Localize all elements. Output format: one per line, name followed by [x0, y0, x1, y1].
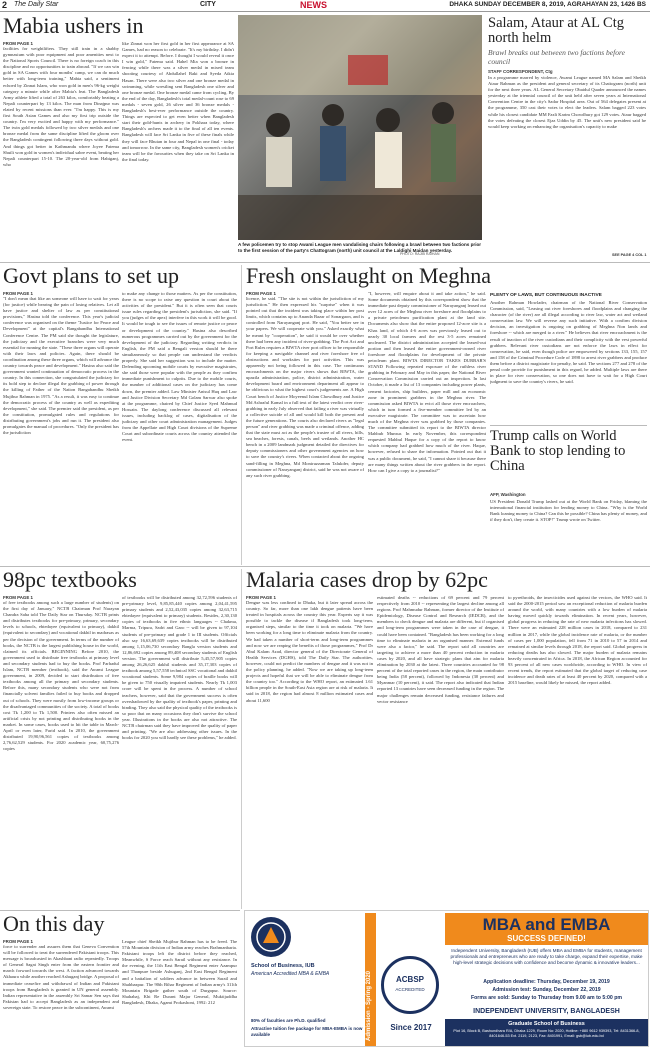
textbooks-col2-text: of textbooks will be distributed among 32,72,596 students of pre-primary level, 9,85,85,440 copies among 2,04,41,595 primary students and 2,52,43,035 copies among 32,63,715 ebtedayee (equivalent to primary) students. Besides, 2,30,130 copies of textbooks in five ethnic languages -- Chakma, Marma, Tripura, Sadri and Garo -- will be given to 97,104 students of pre-primary and grade 1 to III students. Officials also say 16,63,69,639 copies textbooks will be distributed among 1,15,06,730 secondary Bangla version students and 12,86,692 copies among 89,408 secondary students of English version. The government will distribute 5,45,57,905 copies among 26,26,625 dakhil students and 35,17,303 copies of textbook among 5,57,558 technical SSC vocational and dakhil vocational students. Some 9,984 copies of braille books will be given to 750 visually impaired students. Nearly Tk 1,003 crore will be spent in the process. A number of school teachers, however, said that the government success is often overshadowed by the quality of textbook's paper, printing and binding. They also said the physical quality of the textbooks is so poor that on many occasions they don't survive the school year. Illustrations in the books are also not attractive. The NCTB chairman said they have improved the quality of paper and printing. "We are also addressing other issues. In the books for 2020 you will hardly see these problems," he added. — [122, 595, 237, 741]
photo-caption: A few policemen try to stop Awami League men vandalising chairs following a brawl between two factions prior to the first session of the party's Chattogram (north) unit council at the Laldighi Maidan yesterday. — [238, 242, 482, 253]
ad-left-panel — [247, 913, 365, 1046]
meghna-col2-text: "I, however, will enquire about it and take action," he said. Some documents obtained by this correspondent show that the immediate past deputy commissioner of Narayanganj leased out over 12 acres of the Meghna river foreshore and floodplains to a private petroleum purification plant at the land site. Documents also show that the entire proposed 12-acre site is a Khas land, of which 4-6 acres was previously leased out to nearly 30 local farmers and the rest 3-5 acres remained uncleared. The district administration accepted the leased-out portion and then leased the entire government-owned river foreshore and floodplains for development of the private petroleum plant. BIWTA DIRECTOR TAKES DURBAR'S STAND Following repeated exposure of the ruthless river grabbing in February and May in this paper, the National River Conservation Commission carried out an inspection. In last October, it made a list of 13 companies including power plants, cement factories, ship builders, paper mill and an economic zone in prominent grabbers in the Meghna river. The commission asked BIWTA to evict all those river encroachers, which in turn formed a five-member committee led by an executive magistrate. The committee was to ascertain how much of the Meghna river was grabbed by those companies. The committee submitted its report to the BIWTA director Mahbub Munsur. In early November, this correspondent requested Mahbul Haque for a copy of the report to know which company had grabbed how much of the river. Haque, however, refused to share the information. Pointed out that it was a public document, he said, "I cannot share it because there are many things written about the river grabbers in the report. How can I give a copy to a journalist?" — [368, 291, 486, 473]
textbooks-headline: 98pc textbooks — [3, 567, 137, 592]
govt-col2 — [122, 291, 237, 563]
meghna-headline: Fresh onslaught on Meghna — [246, 263, 492, 288]
salam-deck: Brawl breaks out between two factions before council — [488, 48, 625, 66]
govt-col1 — [3, 291, 119, 563]
textbooks-byline: FROM PAGE 1 — [3, 595, 33, 600]
divider-trump — [490, 425, 647, 426]
salam-headline: Salam, Ataur at AL Ctg north helm — [488, 15, 624, 46]
ad-bullet-1: 80% of faculties are Ph.D. qualified — [251, 1018, 326, 1023]
ad-vertical-banner — [365, 913, 376, 1046]
ad-deadline: Application deadline: Thursday, December 19, 2019 — [483, 979, 610, 985]
news-photo — [238, 15, 482, 240]
meghna-byline: FROM PAGE 1 — [246, 291, 276, 296]
textbooks-col1-text: of free textbooks among such a large number of students) on the first day of January," NCTB Chairman Prof Narayan Chandra Saha told The Daily Star on Thursday. NCTB prints and distributes textbooks for pre-primary, primary, secondary levels to schools, ebtedayee (equivalent to primary), dakhil (equivalent to secondary) and vocational dakhil in madrasas as per the decision of the government. In terms of the number of books, the NCTB is the largest publishing house in the world, claimed its officials. BEGINNING Before 2010, the government used to distribute free textbooks at primary level and secondary students had to buy the books. Prof Farhadul Islam, NCTB member (textbook), said the Awami League government, in 2009, decided to start distribution of free textbooks among all the primary and secondary students. Before this, many secondary students who were not from financially solvent families failed to buy books and dropped out of schools. They were mostly from low-income groups or the disadvantaged communities of the society. A total of books cost Tk 1,200 to Tk 1,500. Printers also often missed an artificial crisis by not printing and distributing books in the market. In some cases, books used to hit the table in March-April or even later, Farid said. In 2010, the government distributed 19,90,96,561 copies of textbooks among 2,76,62,529 students. For 2020 academic year, 60,75,276 copies — [3, 600, 119, 752]
onthisday-col2-text: League chief Sheikh Mujibur Rahman has to be freed. The 57th Mountain division of Indian army reaches Brahmanbaria. Pakistani troops left the district before they reached, Meanwhile, S Force reach Sarail without any resistance. In the evening, the 11th East Bengal Regiment enter Azampur and Thanpure beside Ashuganj, 2nd East Bengal Regiment and a battalion of soldiers advance in between Sarail and Shahbazpur. The 90th Bihar Regiment of Indian army's 311th Mountain Brigade gather south of Durgapur. Source: Shahabaj, Khi Re Durant Majar General, Muktijuddha Bangladesh, Dhaka, Agami Prokashoni, 1992: 212 — [122, 939, 237, 1005]
meghna-col3 — [490, 291, 647, 421]
page-number: 2 — [2, 0, 8, 10]
trump-headline: Trump calls on World Bank to stop lending to China — [490, 428, 626, 474]
malaria-col1 — [246, 595, 373, 905]
acbsp-badge-icon — [381, 956, 439, 1014]
govt-byline: FROM PAGE 1 — [3, 291, 33, 296]
trump-text: US President Donald Trump lashed out at the World Bank on Friday, blaming the international financial institution for lending money to China. "Why is the World Bank loaning money to China? Can this be possible? China has plenty of money, and if they don't, they create it. STOP!" Trump wrote on Twitter. — [490, 499, 647, 523]
ad-bullet-2: Attractive tuition fee package for MBA-EMBA is now available — [251, 1026, 363, 1037]
salam-byline: STAFF CORRESPONDENT, Ctg — [488, 69, 553, 74]
mabia-col1 — [3, 41, 119, 259]
textbooks-col2 — [122, 595, 237, 905]
malaria-col1-text: Dengue was less confined to Dhaka, but it later spread across the country. So far, more than one lakh dengue patients have been treated in hospitals across the country this year. Experts say it was possible to tackle the disease if Bangladesh took long-term, organised steps, similar to the time it took on malaria. "We have been working for a long time to eliminate malaria from the country. We had taken a number of short-term and long-term programmes and now we are reaping the benefits of those programmes," Prof Dr Abul Kalam Azad, director general of the Directorate General of Health Services (DGHS), told The Daily Star. The authorities, however, could not predict the numbers of dengue and it was not in the policy planning, he added. "Now we are taking up long-term projects and hopeful that we will be able to eliminate dengue from the country too." According to the WHO report, an estimated 1.61 billion people in the South-East Asia region are at risk of malaria. It said in 2018, the region had almost 8 million estimated cases and about 11,600 — [246, 600, 373, 703]
acbsp-sub: ACCREDITED — [395, 987, 425, 992]
ad-description: Independent University, Bangladesh (IUB) offers MBA and EMBA for students, management professionals and entrepreneurs who are ready to take charge, expand their expertise, make high-level strategic decisions with confidence and become dynamic & innovative leaders... — [450, 948, 643, 965]
ad-test: Admission test: Sunday, December 22, 2019 — [492, 987, 601, 993]
photo-scene-illustration — [238, 15, 482, 240]
ad-right-panel — [445, 913, 648, 1046]
trump-byline: AFP, Washington — [490, 492, 526, 497]
meghna-col1 — [246, 291, 364, 563]
salam-see-more: SEE PAGE 4 COL 1 — [612, 253, 647, 257]
textbooks-col1 — [3, 595, 119, 905]
malaria-headline: Malaria cases drop by 62pc — [246, 567, 488, 592]
onthisday-byline: FROM PAGE 1 — [3, 939, 33, 944]
onthisday-col1 — [3, 939, 119, 1046]
divider-vertical-2 — [241, 569, 242, 909]
malaria-col2 — [377, 595, 504, 905]
dateline: DHAKA SUNDAY DECEMBER 8, 2019, AGRAHAYAN 23, 1426 BS — [449, 1, 646, 8]
meghna-col2 — [368, 291, 486, 563]
salam-text: In a programme marred by violence, Awami League named MA Salam and Sheikh Ataur Rahman as the president and general secretary of its Chattogram (north) unit for the next three years. AL General Secretary Obaidul Quader announced the names yesterday at the triennial council of the unit held after seven years at International Convention Centre in the city's Sadar Hospital area. Out of 564 delegates present at the programme, 350 cast their votes to elect the leaders. Salam bagged 223 votes while his closest candidate MM Fazli Karim Chowdhury got 129 votes. Ataur bagged the votes defeating the closest Ejaz Uddin by 45. The unit's new president said he would keep working on enhancing the organisation's capacity to make — [488, 75, 646, 129]
malaria-col3-text: to pyrethroids, the insecticides used against the vectors, the WHO said. It said the 2000-2015 period saw an exceptional reduction of malaria burden around the world, with many countries with a low burden of malaria having moved quickly towards elimination. In recent years, however, global progress in reducing the rate of new malaria infections has slowed. There were an estimated 228 million cases in 2018, compared to 231 million in 2017, while the global incidence rate of malaria, or the number of cases per 1,000 population, fell from 71 in 2010 to 57 in 2014 and remained at similar levels through 2018, the report said. Global progress in reducing deaths has also slowed. The major burden of malaria remains heavily concentrated in Africa. In 2018, the African Region accounted for 93 percent of all new cases worldwide, according to WHO. In view of recent trends, the report estimated that the global target of reducing case incidence and death rates of at least 40 percent by 2020, compared with a 2015 baseline, would likely be missed, the report added. — [508, 595, 647, 686]
section-label: CITY — [200, 1, 216, 8]
page-header — [0, 0, 650, 12]
malaria-col2-text: estimated deaths -- reductions of 69 percent and 79 percent respectively from 2010 -- representing the largest decline among all regions. Prof Mahmudur Rahman, former director of the Institute of Epidemiology, Disease Control and Research (IEDCR), and the members to check dengue and malaria are different, but if organised and long-term programmes were taken in the case of dengue, it could have been contained. "Bangladesh has been working for a long time to eliminate malaria in an organised manner. External funds were also a factor," he said. The report said all countries are targeting to achieve a more than 40 percent reduction in malaria cases by 2020, and all have strategic plans that aim for malaria elimination by 2030 at the latest. Three countries accounted for 98 percent of the total reported cases in the region, the main contributor being India (58 percent), followed by Indonesia (30 percent) and Myanmar (10 percent), it said. The report also indicated that Indian reported 13 countries have seen decreased funding in the region. The major challenges remain decreased funding, resistance failures and vector resistance — [377, 595, 504, 704]
ad-office: Graduate School of Business — [508, 1021, 585, 1027]
onthisday-headline: On this day — [3, 911, 105, 936]
mabia-col2-text: like Zinnat won her first gold in her first appearance at SA Games, had no reason to celebrate. "It's my birthday. I didn't expect it to attempt. Before. I thought I would reveal it once I win gold," Fatema said. Hahel Mia won a bronze in fencing while there was a silver medal in mixed team shooting courtesy of Abdullahel Baki and Syeda Atkia Hasan. There were also two silver and one bronze medal in swimming, while wrestling sent Bangladesh one silver and one bronze medal. One bronze medal came from cycling. By the end of the day, Bangladesh's total medal-count rose to 69 medals - seven gold, 26 silver and 36 bronze medals - Bangladesh's best-ever performance outside the country. Things are expected to get even better when Bangladesh start their gold-hunts in archery in Pokhara today, where Bangladesh's archers made it to the final of all ten events. Bangladesh will face Sri Lanka in five of these finals while they will face Bhutan in four and Nepal in one final - today and tomorrow. In the same city, Bangladesh women's cricket team will be the favourites when they take on Sri Lanka in the final today. — [122, 41, 234, 162]
ad-university: INDEPENDENT UNIVERSITY, BANGLADESH — [473, 1008, 620, 1015]
divider-vertical-1 — [241, 265, 242, 565]
photo-credit: PHOTO: RAJIB RAIHAN — [400, 252, 440, 256]
mabia-col2 — [122, 41, 234, 259]
paper-logo: The Daily Star — [14, 1, 59, 8]
onthisday-col2 — [122, 939, 237, 1046]
meghna-subhead: PLENTY OF LAWS, BUT CONTINUOUS INACTIVE — [490, 293, 602, 298]
news-label: NEWS — [300, 0, 327, 10]
govt-col1-text: "I don't mean that like an someone will have to wait for years (for justice) while bearing the pain of losing relatives. Let all have justice and shelter of law as per constitutional provisions," Hasina told the conference. This year's judicial conference was organised on the theme "Justice for Peace and Development" at the capital's Bangabandhu International Conference Centre. The PM said she thought the legislature, the judiciary and the executive branches were very much essential for running the state. "These three organs will operate with their laws and policies. Again, there should be coordination among these three organs, which will advance the country towards peace and development." Hasina also said the government wanted continuation of democratic process in the country. In this connection, she congratulated the judiciary for its bold step to declare illegal the grabbing of power through the killing of Father of the Nation Bangabandhu Sheikh Mujibur Rahman in 1975. "As a result, it was easy to continue the democratic process of the country as well as expediting development," she said. The premier said the president, as per the constitution, promulgated rules and regulations for distributing government's jobs and run it. The president also promulgates the manual of procedures. "Only the president has the jurisdiction — [3, 296, 119, 436]
ad-success: SUCCESS DEFINED! — [507, 934, 586, 943]
govt-headline: Govt plans to set up — [3, 263, 179, 288]
ad-forms: Forms are sold: Sunday to Thursday from 9.00 am to 5:00 pm — [470, 995, 623, 1001]
malaria-col3 — [508, 595, 647, 905]
iub-logo-icon — [251, 917, 291, 957]
acbsp-label: ACBSP — [395, 975, 424, 984]
mabia-byline: FROM PAGE 1 — [3, 41, 33, 46]
mabia-col1-text: facilities for weightlifters. They still train in a shabby gymnasium with poor equipment and poor amenities next to the National Sports Council. There is no foreign coach in this discipline and no opportunities to train abroad. "If we can win gold in SA Games with four months' camp, we can do much better with long-term training," Mabia said, a sentiment echoed by Zinnat Islam, who won gold in men's 96-kg weight category a minute while after Mabia's feat. The Bangladesh Army athlete lifted a total of 263 kilos, comfortably beating a Nepali counterpart by 13 kilos. The man from Dinajpur was elated by recent missions than ever. "I'm happy. This is my first South Asian Games and also my first trip outside the country. I'm very excited and happy with my performance." The twin gold medals followed by two silver medals and one bronze medal from the same discipline lifted the gloom over the Bangladesh contingent following three days without gold. And things got better in Kathmandu where Joyee Fatema Shuili won gold in women's individual sabre event, beating her Nepali counterpart 15-10. The 20-year-old from Habiganj, who — [3, 46, 119, 167]
iub-advertisement[interactable] — [244, 910, 649, 1047]
meghna-col1-text: licence, he said. "The site is not within the jurisdiction of my jurisdiction." He then expressed his "surprise" when it was pointed out that the incident was taking place within her post limits, which contains up to Ananda Bazar of Sonargaon, and is controlled from Narayanganj port. He said, "You better see in your papers. We will cooperate with you." Asked exactly what he meant by "cooperation", he said it would be over whether there had been any incident of river-grabbing. The Port Act and Port Rules requires a BIWTA river port officer to be responsible for keeping a navigable channel and river foreshore free of obstructions and worksites for port activities. This was apparently not being followed in this case. The continuous encroachments on the major rivers shows that BIWTA, the upazila administration, police, district administration, water development board and environment department all appear to be oblivious to what the highest court's judgements are. A High Court bench of Justice Moyeenul Islam Chowdhury and Justice Md Ashraful Kamal in a full text of the latest verdict over river-grabbing in early July observed that failing a river was virtually a collective suicide of all and would kill both the present and the future generations. The courts also declared rivers as "legal person" and river grabbing was made a criminal offence, adding that the state must act as the people's trustee of all rivers, hills, sea beaches, forests, canals, beels and wetlands. Another HC bench in a 2009 landmark judgment detailed the directives for deputy commissioners and other government agencies on how to save the country's rivers. When contacted about the ongoing sand-filling in Meghna, Md Moniruzzaman Talukder, deputy commissioner of Narayanganj district, said he was not aware of any such river grabbing. — [246, 296, 364, 478]
ad-since: Since 2017 — [390, 1023, 432, 1032]
ad-title: MBA and EMBA — [482, 915, 611, 934]
govt-col2-text: to make any change to those matters. As per the constitution, there is no scope to raise any question in court about the activities of the president." But it is often seen that courts issue rules regarding the president's jurisdiction, she said. "If you (judges of the apex) interfere in this work it will be good. It would be tough to see the issues of remote justice or peace or development of the country." Hasina also described numerous programmes carried out by the government for the development of the judiciary. Regarding writing verdicts in English, the PM said a Bengali version should be there simultaneously so that people can understand the verdicts properly. She said her suggestion was to include the matter. Defending upcoming mobile courts by executive magistrates, she said those were popular with the people as they confirm immediate punishment to culprits. Due to the mobile courts, the number of additional cases on the judiciary has come down, the premier added. Law Minister Anisul Huq and Law and Justice Division Secretary Md Golam Sarwar also spoke at the programme, chaired by Chief Justice Syed Mahmud Hossain. The daylong conference discussed all relevant issues, including backlog of cases, digitalisation of the judiciary and other court administration management. Judges from the Appellate and High Court divisions of the Supreme Court and subordinate courts across the country attended the event. — [122, 291, 237, 443]
ad-banner-text: Admission - Spring 2020 — [366, 970, 372, 1041]
ad-logo-sub: American Accredited MBA & EMBA — [251, 971, 330, 977]
meghna-col3-text: Another Rahman Howlader, chairman of the National River Conservation Commission, said, "Leasing out river foreshores and floodplains and changing the character (of the river) are all illegal according to river law, water act and wetland conservation law. We will reverse any such initiative. With a confirm division decision, an investigation is ongoing on grabbing of Meghna Non lands and foreshore -- which are merged to a river." He believes that river encroachment is the result of inaction of the river custodians and their complicity with the vest powerful grabbers. Relevant river custodians are not enforce the laws in effect for conservation, he said, even though police are empowered by sections 133, 155, 157 and 158 of the Criminal Procedure Code of 1898 to arrest river grabbers and produce them before a district magistrate for penalty, he said. The sections 277 and 278 of the penal code provide for punishment in this regard, he added. Multiple laws are there in place for river conservation, so one does not have to wait for a High Court judgment to save the country's rivers, he said. — [490, 300, 647, 385]
onthisday-col1-text: force to surrender and assures them that Geneva Convention will be followed to treat the surrendered Pakistani troops. This message is broadcasted in Akashbani radio repeatedly. Troops of General Sagat Singh enter from the eastern frontier and march forward towards the west. A faction advanced towards Akhaura while another reached Ashuganj bridge. A proposal of immediate ceasefire and withdrawal of Indian and Pakistani troops from Bangladesh is granted in UN general assembly. Indian representative in the assembly Sri Samar Sen says that Pakistan had to accept Bangladesh as an independent and sovereign state. To restore peace in the subcontinent, Awami — [3, 944, 119, 1010]
mabia-headline: Mabia ushers in — [3, 13, 144, 38]
malaria-byline: FROM PAGE 1 — [246, 595, 276, 600]
ad-address: Plot 16, Block B, Bashundhara R/A, Dhaka 1229, Room No: 2020, Hotline: +880 9612 939393, Tel: 8431366-8, 8401646-53 Ext. 2119, 2123, Fax: 8401991, Email: gsb@iub.edu.bd — [453, 1029, 640, 1038]
ad-logo-label: School of Business, IUB — [251, 963, 315, 969]
